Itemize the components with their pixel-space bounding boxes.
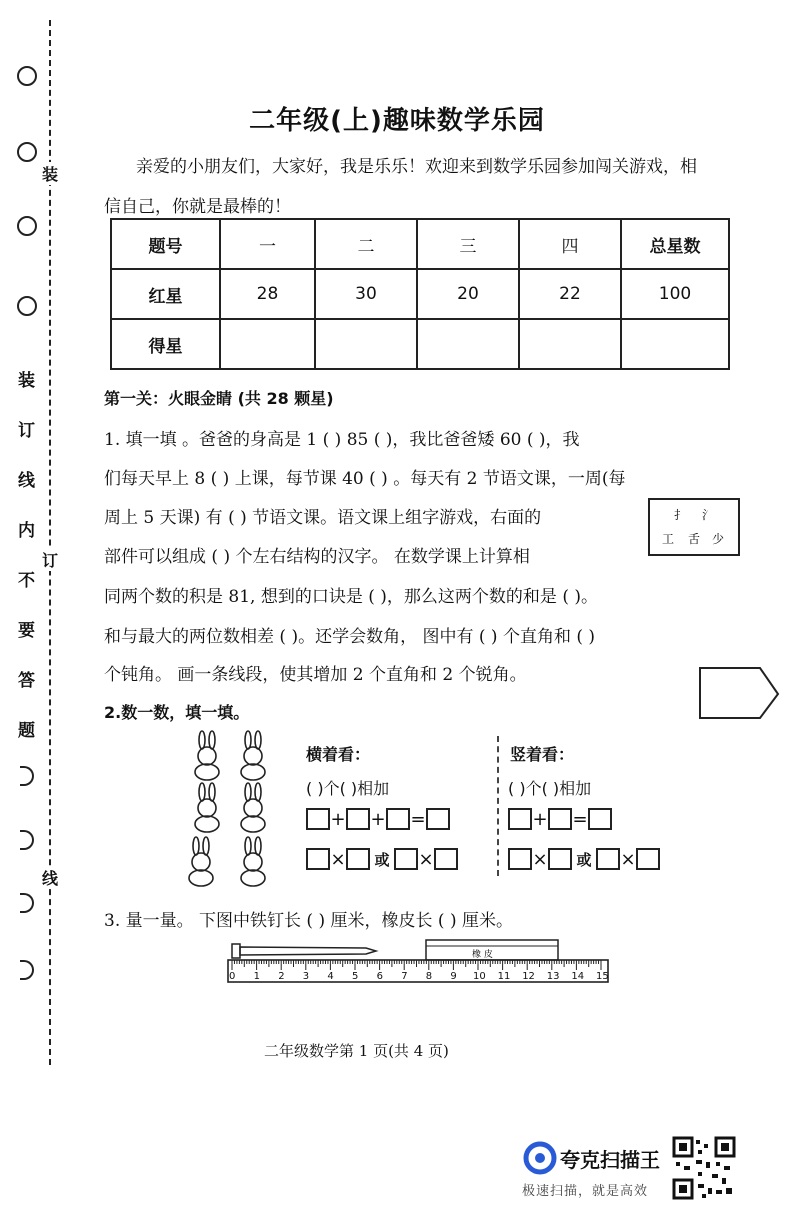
table-header: 一: [220, 219, 315, 269]
answer-box[interactable]: [306, 808, 330, 830]
ruler-number: 9: [450, 971, 457, 982]
vertical-multiply-row: × 或 ×: [508, 848, 660, 870]
table-cell: 30: [315, 269, 417, 319]
table-cell: 20: [417, 269, 519, 319]
pentagon-shape: [698, 666, 782, 722]
ruler-number: 4: [327, 971, 334, 982]
table-cell-input[interactable]: [417, 319, 519, 369]
question-line: 1. 填一填 。爸爸的身高是 1 ( ) 85 ( )，我比爸爸矮 60 ( )，我: [104, 430, 580, 450]
vertical-label: 竖着看：: [510, 745, 575, 764]
part-char: 氵: [702, 508, 715, 522]
question-line: 部件可以组成 ( ) 个左右结构的汉字。 在数学课上计算相: [104, 547, 530, 567]
margin-char: 装: [18, 371, 35, 391]
question-line: 同两个数的积是 81, 想到的口诀是 ( )，那么这两个数的和是 ( )。: [104, 587, 598, 607]
question-line: 和与最大的两位数相差 ( )。还学会数角， 图中有 ( ) 个直角和 ( ): [104, 627, 596, 647]
ruler-number: 8: [425, 971, 433, 982]
margin-char: 线: [18, 471, 35, 491]
eraser-label: 橡 皮: [472, 950, 493, 960]
ruler-number: 14: [571, 971, 585, 982]
table-row: [111, 219, 729, 269]
margin-char: 要: [18, 621, 35, 641]
table-cell: 22: [519, 269, 621, 319]
binding-hole: [17, 142, 37, 162]
table-cell: 28: [220, 269, 315, 319]
table-cell-input[interactable]: [621, 319, 729, 369]
qr-code-icon: [672, 1136, 736, 1200]
vertical-blank: ( )个( )相加: [508, 779, 592, 798]
question-line: 们每天早上 8 ( ) 上课，每节课 40 ( ) 。每天有 2 节语文课，一周(每: [104, 469, 626, 489]
dash-label: 订: [42, 548, 58, 571]
binding-hole: [17, 66, 37, 86]
answer-box[interactable]: [434, 848, 458, 870]
table-cell-input[interactable]: [220, 319, 315, 369]
margin-char: 内: [18, 521, 35, 541]
or-word: 或: [576, 850, 592, 869]
answer-box[interactable]: [508, 808, 532, 830]
table-row: [111, 269, 729, 319]
ruler-number: 6: [376, 971, 383, 982]
question-line: 3. 量一量。 下图中铁钉长 ( ) 厘米，橡皮长 ( ) 厘米。: [104, 911, 513, 931]
horizontal-multiply-row: × 或 ×: [306, 848, 458, 870]
ruler-number: 11: [497, 971, 511, 982]
ruler-number: 7: [401, 971, 408, 982]
dash-label: 线: [42, 866, 58, 889]
ruler-number: 10: [473, 971, 486, 982]
table-header: 四: [519, 219, 621, 269]
page-title: 二年级(上)趣味数学乐园: [249, 106, 545, 136]
divider: [497, 736, 499, 876]
ruler-number: 1: [253, 971, 260, 982]
ruler-number: 0: [229, 971, 236, 982]
answer-box[interactable]: [394, 848, 418, 870]
dash-label: 装: [42, 162, 58, 185]
intro-line: 信自己，你就是最棒的！: [104, 197, 291, 217]
part-char: 工: [662, 532, 675, 546]
answer-box[interactable]: [426, 808, 450, 830]
margin-char: 答: [18, 671, 35, 691]
table-cell: 100: [621, 269, 729, 319]
margin-char: 订: [18, 421, 35, 441]
ruler-number: 5: [352, 971, 359, 982]
question-line: 周上 5 天课) 有 ( ) 节语文课。语文课上组字游戏，右面的: [104, 508, 542, 528]
intro-line: 亲爱的小朋友们，大家好，我是乐乐！欢迎来到数学乐园参加闯关游戏，相: [136, 157, 697, 177]
parts-box: [648, 498, 740, 556]
answer-box[interactable]: [548, 808, 572, 830]
table-row: [111, 319, 729, 369]
table-header: 题号: [111, 219, 220, 269]
table-cell: 红星: [111, 269, 220, 319]
horizontal-blank: ( )个( )相加: [306, 779, 390, 798]
binding-half-hole: [20, 960, 34, 980]
score-table: [110, 218, 730, 370]
scanner-logo-icon: [522, 1140, 562, 1180]
table-cell: 得星: [111, 319, 220, 369]
ruler-number: 2: [278, 971, 285, 982]
margin-char: 不: [18, 571, 35, 591]
answer-box[interactable]: [636, 848, 660, 870]
binding-hole: [17, 296, 37, 316]
answer-box[interactable]: [306, 848, 330, 870]
margin-char: 题: [18, 721, 35, 741]
section-title: 第一关：火眼金睛 (共 28 颗星): [104, 389, 334, 408]
part-char: 扌: [674, 508, 687, 522]
question-title: 2.数一数，填一填。: [104, 703, 250, 722]
rabbits-illustration: [180, 730, 280, 890]
part-char: 少: [712, 532, 725, 546]
ruler-number: 3: [302, 971, 310, 982]
scanner-brand: 夸克扫描王: [560, 1148, 660, 1172]
vertical-addition-row: + =: [508, 808, 612, 830]
binding-half-hole: [20, 830, 34, 850]
binding-half-hole: [20, 893, 34, 913]
ruler-figure: [226, 936, 612, 986]
table-header: 二: [315, 219, 417, 269]
ruler-number: 13: [546, 971, 560, 982]
answer-box[interactable]: [548, 848, 572, 870]
or-word: 或: [374, 850, 390, 869]
table-header: 三: [417, 219, 519, 269]
binding-half-hole: [20, 766, 34, 786]
answer-box[interactable]: [508, 848, 532, 870]
table-cell-input[interactable]: [519, 319, 621, 369]
binding-hole: [17, 216, 37, 236]
table-cell-input[interactable]: [315, 319, 417, 369]
answer-box[interactable]: [346, 848, 370, 870]
answer-box[interactable]: [386, 808, 410, 830]
scanner-slogan: 极速扫描，就是高效: [522, 1184, 649, 1199]
page-footer: 二年级数学第 1 页(共 4 页): [264, 1042, 449, 1060]
horizontal-label: 横着看：: [306, 745, 371, 764]
table-header: 总星数: [621, 219, 729, 269]
answer-box[interactable]: [346, 808, 370, 830]
ruler-number: 15: [596, 971, 609, 982]
nail-icon: [232, 944, 376, 958]
answer-box[interactable]: [588, 808, 612, 830]
ruler-number: 12: [522, 971, 535, 982]
answer-box[interactable]: [596, 848, 620, 870]
horizontal-addition-row: + + =: [306, 808, 450, 830]
question-line: 个钝角。 画一条线段，使其增加 2 个直角和 2 个锐角。: [104, 665, 527, 685]
part-char: 舌: [688, 532, 701, 546]
